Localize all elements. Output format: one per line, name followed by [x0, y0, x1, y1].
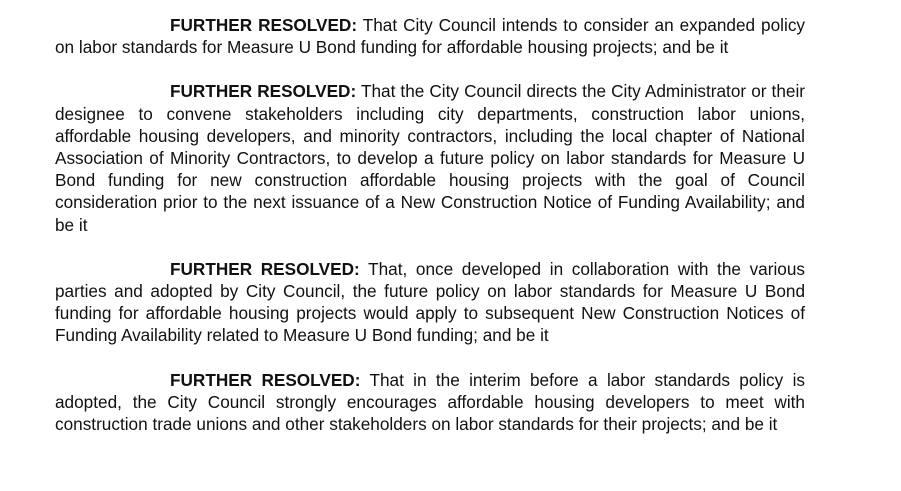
resolution-text: That City Council intends to consider an expanded policy on labor standards for Measure U Bond funding for affordable housing projects; and be it — [55, 15, 806, 58]
document-page — [55, 14, 805, 457]
resolution-heading: FURTHER RESOLVED: — [170, 369, 361, 390]
resolution-text: That in the interim before a labor standards policy is adopted, the City Council strongly encourages affordable housing developers to meet with construction trade unions and other stakeholders on labor standards for their projects; and be it — [55, 369, 805, 435]
resolution-paragraph-2 — [55, 80, 805, 235]
resolution-text: That, once developed in collaboration with the various parties and adopted by City Council, the future policy on labor standards for Measure U Bond funding for affordable housing projects would apply to subsequent New Construction Notices of Funding Availability related to Measure U Bond funding; and be it — [55, 258, 805, 346]
resolution-heading: FURTHER RESOLVED: — [170, 15, 358, 35]
resolution-paragraph-1 — [55, 14, 805, 58]
resolution-heading: FURTHER RESOLVED: — [170, 258, 360, 279]
resolution-text: That the City Council directs the City Administrator or their designee to convene stakeholders including city departments, construction labor unions, affordable housing developers, and minority contractors, including the local chapter of National Association of Minority Contractors, to develop a future policy on labor standards for Measure U Bond funding for new construction affordable housing projects with the goal of Council consideration prior to the next issuance of a New Construction Notice of Funding Availability; and be it — [55, 81, 805, 235]
resolution-paragraph-4 — [55, 369, 805, 436]
resolution-heading: FURTHER RESOLVED: — [170, 81, 357, 102]
resolution-paragraph-3 — [55, 258, 805, 347]
